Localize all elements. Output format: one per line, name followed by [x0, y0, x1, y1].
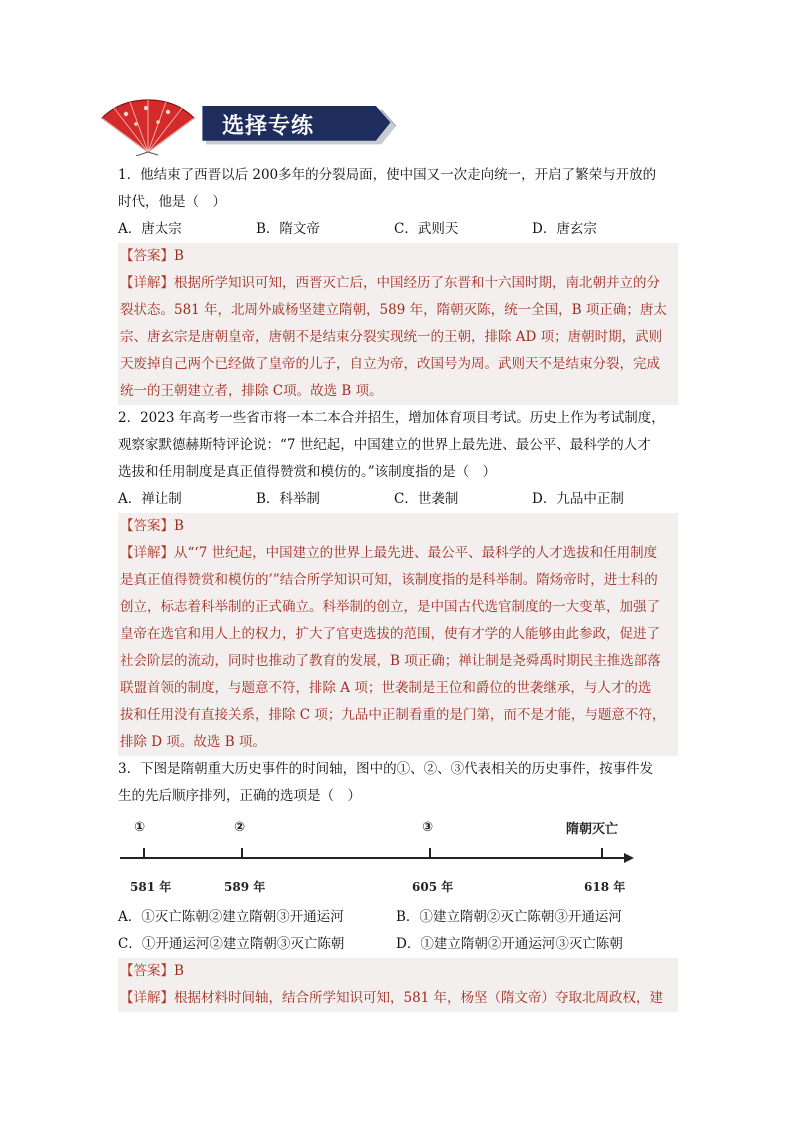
- answer-block: [118, 958, 678, 1012]
- detail-label: 【详解】: [120, 545, 174, 561]
- timeline-year-1: 581 年: [130, 880, 172, 894]
- detail-label: 【详解】: [120, 990, 174, 1006]
- answer-value: B: [174, 518, 184, 534]
- answer-label: 【答案】: [120, 518, 174, 534]
- answer-value: B: [174, 248, 184, 264]
- question-1: [118, 162, 678, 405]
- fan-icon: [96, 98, 200, 156]
- detail-line: 社会阶层的流动，同时也推动了教育的发展，B 项正确；禅让制是尧舜禹时期民主推选部落: [120, 653, 661, 669]
- question-stem-line: 生的先后顺序排列，正确的选项是（ ）: [118, 788, 361, 804]
- timeline-marker-4: 隋朝灭亡: [566, 822, 619, 837]
- timeline-marker-1: ①: [134, 820, 146, 835]
- option-c: C．武则天: [394, 221, 459, 237]
- detail-line: 根据材料时间轴，结合所学知识可知，581 年，杨坚（隋文帝）夺取北周政权，建: [174, 990, 664, 1006]
- question-stem-line: 1．他结束了西晋以后 200多年的分裂局面，使中国又一次走向统一，开启了繁荣与开放的: [118, 167, 657, 183]
- question-3: [118, 756, 678, 1012]
- option-a: A．①灭亡陈朝②建立隋朝③开通运河: [118, 909, 344, 925]
- answer-value: B: [174, 963, 184, 979]
- option-c: C．①开通运河②建立隋朝③灭亡陈朝: [118, 936, 345, 952]
- option-b: B．①建立隋朝②灭亡陈朝③开通运河: [396, 909, 622, 925]
- option-a: A．唐太宗: [118, 221, 182, 237]
- question-stem-line: 3．下图是隋朝重大历史事件的时间轴，图中的①、②、③代表相关的历史事件，按事件发: [118, 761, 654, 777]
- option-d: D．①建立隋朝②开通运河③灭亡陈朝: [396, 936, 623, 952]
- option-c: C．世袭制: [394, 491, 459, 507]
- question-stem-line: 选拔和任用制度是真正值得赞赏和模仿的。”该制度指的是（ ）: [118, 464, 497, 480]
- detail-line: 创立，标志着科举制的正式确立。科举制的创立，是中国古代选官制度的一大变革，加强了: [120, 599, 660, 615]
- option-b: B．隋文帝: [256, 221, 320, 237]
- options-row: [118, 931, 678, 958]
- answer-label: 【答案】: [120, 248, 174, 264]
- timeline-figure: [118, 814, 678, 902]
- question-stem-line: 观察家默德赫斯特评论说：“7 世纪起，中国建立的世界上最先进、最公平、最科学的人才: [118, 437, 651, 453]
- detail-line: 从“‘7 世纪起，中国建立的世界上最先进、最公平、最科学的人才选拔和任用制度: [174, 545, 658, 561]
- question-stem-line: 2．2023 年高考一些省市将一本二本合并招生，增加体育项目考试。历史上作为考试制度，: [118, 410, 665, 426]
- detail-line: 天废掉自己两个已经做了皇帝的儿子，自立为帝，改国号为周。武则天不是结束分裂，完成: [120, 356, 660, 372]
- answer-block: [118, 513, 678, 756]
- answer-label: 【答案】: [120, 963, 174, 979]
- detail-line: 拔和任用没有直接关系，排除 C 项；九品中正制看重的是门第，而不是才能，与题意不符，: [120, 707, 666, 723]
- question-stem-line: 时代，他是（ ）: [118, 194, 226, 210]
- options-row: [118, 486, 678, 513]
- section-header: [96, 96, 416, 160]
- timeline-year-2: 589 年: [224, 880, 266, 894]
- option-b: B．科举制: [256, 491, 320, 507]
- options-row: [118, 904, 678, 931]
- section-title: 选择专练: [222, 114, 315, 139]
- answer-block: [118, 243, 678, 405]
- timeline-marker-3: ③: [422, 820, 434, 835]
- detail-line: 皇帝在选官和用人上的权力，扩大了官吏选拔的范围，使有才学的人能够由此参政，促进了: [120, 626, 660, 642]
- question-list: [118, 162, 678, 1012]
- option-d: D．唐玄宗: [532, 221, 597, 237]
- detail-label: 【详解】: [120, 275, 174, 291]
- detail-line: 根据所学知识可知，西晋灭亡后，中国经历了东晋和十六国时期，南北朝并立的分: [174, 275, 660, 291]
- detail-line: 裂状态。581 年，北周外戚杨坚建立隋朝，589 年，隋朝灭陈，统一全国，B 项正确；唐太: [120, 302, 667, 318]
- detail-line: 是真正值得赞赏和模仿的’”结合所学知识可知，该制度指的是科举制。隋炀帝时，进士科的: [120, 572, 658, 588]
- question-2: [118, 405, 678, 756]
- timeline-year-3: 605 年: [412, 880, 454, 894]
- timeline-marker-2: ②: [234, 820, 246, 835]
- detail-line: 联盟首领的制度，与题意不符，排除 A 项；世袭制是王位和爵位的世袭继承，与人才的选: [120, 680, 652, 696]
- option-a: A．禅让制: [118, 491, 182, 507]
- options-row: [118, 216, 678, 243]
- detail-line: 宗、唐玄宗是唐朝皇帝，唐朝不是结束分裂实现统一的王朝，排除 AD 项；唐朝时期，武则: [120, 329, 663, 345]
- option-d: D．九品中正制: [532, 491, 624, 507]
- timeline-year-4: 618 年: [584, 880, 626, 894]
- detail-line: 统一的王朝建立者，排除 C项。故选 B 项。: [120, 383, 383, 399]
- detail-line: 排除 D 项。故选 B 项。: [120, 734, 266, 750]
